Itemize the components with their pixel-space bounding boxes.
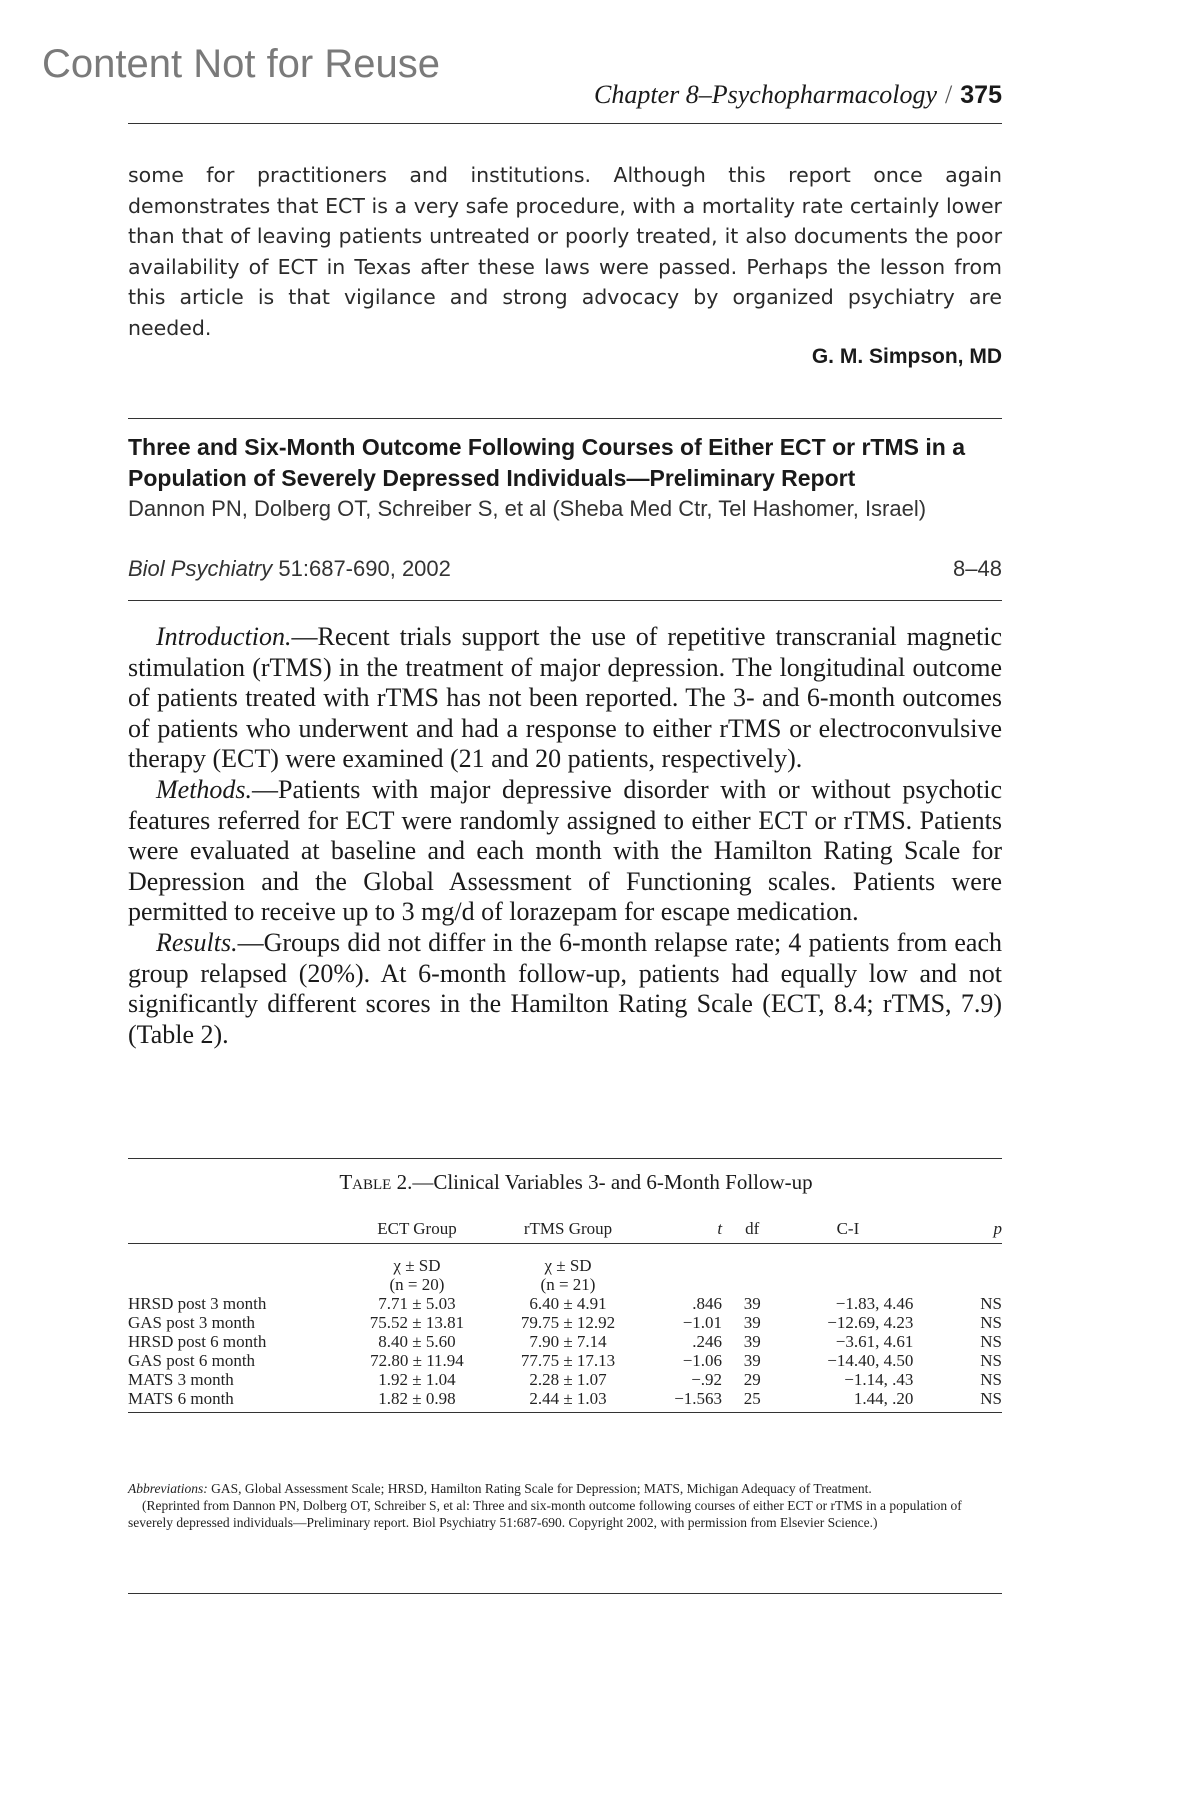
table-row: [128, 1370, 1002, 1389]
abbreviations-label: Abbreviations:: [128, 1481, 208, 1496]
ci-value: −14.40, 4.50: [827, 1351, 914, 1370]
header-p: p: [913, 1219, 1002, 1244]
df-value: 25: [722, 1389, 782, 1413]
ect-value: 1.92 ± 1.04: [378, 1370, 456, 1389]
rtms-value: 7.90 ± 7.14: [529, 1332, 607, 1351]
table-row: [128, 1332, 1002, 1351]
t-value: −1.06: [682, 1351, 723, 1370]
table-caption: [128, 1170, 1002, 1195]
t-value: .246: [692, 1332, 723, 1351]
df-value: 39: [743, 1351, 761, 1370]
reprint-note: (Reprinted from Dannon PN, Dolberg OT, Schreiber S, et al: Three and six-month outcome following courses of either ECT or rTMS in a population of severely depressed individuals—Preliminary report. Biol Psychiatry 51:687-690. Copyright 2002, with permission from Elsevier Science.): [128, 1498, 962, 1530]
header-t: t: [644, 1219, 723, 1244]
results-text: —Groups did not differ in the 6-month relapse rate; 4 patients from each group relapsed (20%). At 6-month follow-up, patients had equally low and not significantly different scores in the Hamilton Rating Scale (ECT, 8.4; rTMS, 7.9) (Table 2).: [128, 927, 1002, 1049]
row-label: MATS 3 month: [128, 1370, 234, 1389]
running-head: [594, 80, 1002, 110]
ect-stat-label: χ ± SD: [393, 1256, 441, 1275]
rtms-stat-label: χ ± SD: [544, 1256, 592, 1275]
article-authors: Dannon PN, Dolberg OT, Schreiber S, et al (Sheba Med Ctr, Tel Hashomer, Israel): [128, 496, 927, 521]
row-label: MATS 6 month: [128, 1389, 341, 1413]
row-label: HRSD post 6 month: [128, 1332, 267, 1351]
table-row: [128, 1351, 1002, 1370]
rtms-value: 79.75 ± 12.92: [520, 1313, 616, 1332]
header-df: df: [722, 1219, 782, 1244]
row-label: HRSD post 3 month: [128, 1294, 267, 1313]
table-footnotes: [128, 1480, 1002, 1531]
chapter-title: Chapter 8–Psychopharmacology: [594, 80, 938, 109]
table-header-row: [128, 1219, 1002, 1244]
t-value: −.92: [691, 1370, 723, 1389]
ect-value: 72.80 ± 11.94: [370, 1351, 464, 1370]
abstract-methods: [128, 775, 1002, 928]
table-subheader-row: [128, 1244, 1002, 1276]
df-value: 29: [743, 1370, 761, 1389]
rtms-value: 6.40 ± 4.91: [529, 1294, 607, 1313]
abbreviations-text: GAS, Global Assessment Scale; HRSD, Hamilton Rating Scale for Depression; MATS, Michigan Adequacy of Treatment.: [207, 1481, 872, 1496]
article-title: Three and Six-Month Outcome Following Courses of Either ECT or rTMS in a Population of Severely Depressed Individuals—Preliminary Report: [128, 434, 965, 491]
abbreviations-note: [128, 1480, 1002, 1497]
journal-name: Biol Psychiatry: [128, 556, 273, 581]
ect-value: 1.82 ± 0.98: [341, 1389, 492, 1413]
header-label: [128, 1219, 341, 1244]
table-n-row: [128, 1275, 1002, 1294]
table-row: [128, 1294, 1002, 1313]
p-value: NS: [980, 1313, 1002, 1332]
ect-n: (n = 20): [389, 1275, 445, 1294]
header-rtms: rTMS Group: [492, 1219, 643, 1244]
introduction-text: —Recent trials support the use of repetitive transcranial magnetic stimulation (rTMS) in the treatment of major depression. The longitudinal outcome of patients treated with rTMS has not been reported. The 3- and 6-month outcomes of patients who underwent and had a response to either rTMS or electroconvulsive therapy (ECT) were examined (21 and 20 patients, respectively).: [128, 622, 1002, 774]
table-row: [128, 1389, 1002, 1413]
article-bottom-rule: [128, 600, 1002, 601]
t-value: .846: [692, 1294, 723, 1313]
abstract-results: [128, 928, 1002, 1050]
t-value: −1.563: [644, 1389, 723, 1413]
abstract-introduction: [128, 622, 1002, 775]
rtms-n: (n = 21): [540, 1275, 596, 1294]
page-number: 375: [960, 81, 1002, 109]
ci-value: −12.69, 4.23: [827, 1313, 914, 1332]
rtms-value: 2.28 ± 1.07: [529, 1370, 607, 1389]
p-value: NS: [913, 1389, 1002, 1413]
article-ref-id: 8–48: [953, 556, 1002, 581]
table-top-rule: [128, 1158, 1002, 1159]
ci-value: −1.83, 4.46: [835, 1294, 914, 1313]
ect-value: 8.40 ± 5.60: [378, 1332, 456, 1351]
ci-value: 1.44, .20: [782, 1389, 913, 1413]
journal-volume: 51:687-690, 2002: [272, 556, 451, 581]
p-value: NS: [980, 1351, 1002, 1370]
commentary-text: some for practitioners and institutions. Although this report once again demonstrates that ECT is a very safe procedure, with a mortality rate certainly lower than that of leaving patients untreated or poorly treated, it also documents the poor availability of ECT in Texas after these laws were passed. Perhaps the lesson from this article is that vigilance and strong advocacy by organized psychiatry are needed.: [128, 163, 1002, 340]
row-label: GAS post 6 month: [128, 1351, 256, 1370]
table-row: [128, 1313, 1002, 1332]
rtms-value: 77.75 ± 17.13: [520, 1351, 616, 1370]
article-top-rule: [128, 418, 1002, 419]
rtms-value: 2.44 ± 1.03: [492, 1389, 643, 1413]
ci-value: −1.14, .43: [844, 1370, 914, 1389]
running-head-separator: /: [945, 80, 953, 109]
p-value: NS: [980, 1332, 1002, 1351]
ect-value: 7.71 ± 5.03: [378, 1294, 456, 1313]
df-value: 39: [743, 1294, 761, 1313]
abstract: [128, 622, 1002, 1050]
article-citation: [128, 554, 1002, 584]
df-value: 39: [743, 1332, 761, 1351]
table-label: Table 2.: [339, 1170, 413, 1194]
table-caption-text: —Clinical Variables 3- and 6-Month Follow-up: [412, 1170, 813, 1194]
p-value: NS: [980, 1294, 1002, 1313]
header-ect: ECT Group: [341, 1219, 492, 1244]
ci-value: −3.61, 4.61: [835, 1332, 914, 1351]
methods-text: —Patients with major depressive disorder with or without psychotic features referred for ECT were randomly assigned to either ECT or rTMS. Patients were evaluated at baseline and each month with the Hamilton Rating Scale for Depression and the Global Assessment of Functioning scales. Patients were permitted to receive up to 3 mg/d of lorazepam for escape medication.: [128, 774, 1002, 927]
df-value: 39: [743, 1313, 761, 1332]
introduction-heading: Introduction.: [156, 622, 292, 651]
table-bottom-rule: [128, 1593, 1002, 1594]
header-rule: [128, 123, 1002, 124]
p-value: NS: [980, 1370, 1002, 1389]
commentary-author: G. M. Simpson, MD: [811, 345, 1002, 368]
t-value: −1.01: [682, 1313, 723, 1332]
watermark: Content Not for Reuse: [42, 42, 440, 86]
row-label: GAS post 3 month: [128, 1313, 256, 1332]
clinical-variables-table: [128, 1219, 1002, 1413]
ect-value: 75.52 ± 13.81: [369, 1313, 465, 1332]
header-ci: C-I: [782, 1219, 913, 1244]
methods-heading: Methods.: [156, 774, 253, 804]
results-heading: Results.: [156, 927, 238, 957]
